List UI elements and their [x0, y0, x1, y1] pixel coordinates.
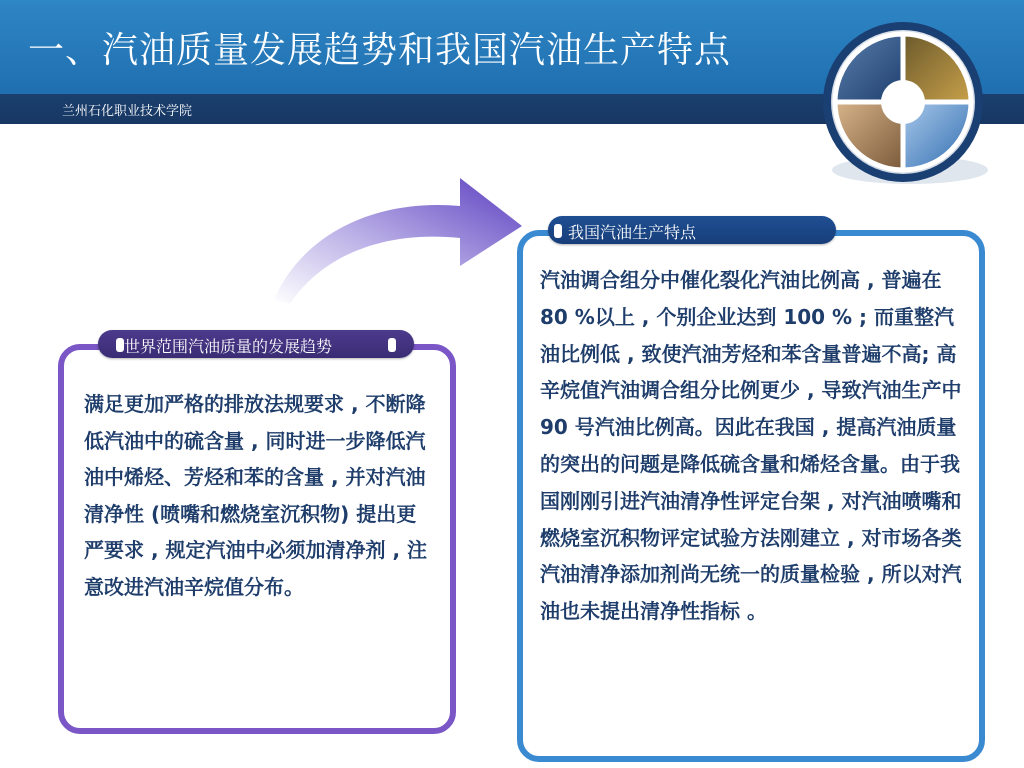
curved-arrow-icon — [260, 168, 540, 308]
page-title: 一、汽油质量发展趋势和我国汽油生产特点 — [28, 30, 732, 71]
china-production-text: 汽油调合组分中催化裂化汽油比例高 , 普遍在 80 %以上 , 个别企业达到 100 % ; 而重整汽油比例低 , 致使汽油芳烃和苯含量普遍不高; 高辛烷值汽油调合组分比例更少 , 导致汽油生产中 90 号汽油比例高。因此在我国 , 提高汽油质量的突出的问题是降低硫含量和烯烃含量。由于我国刚刚引进汽油清净性评定台架 , 对汽油喷嘴和燃烧室沉积物评定试验方法刚建立 , 对市场各类汽油清净添加剂尚无统一的质量检验 , 所以对汽油也未提出清净性指标 。 — [540, 268, 962, 624]
institution-name: 兰州石化职业技术学院 — [62, 104, 193, 119]
tag-pill-icon — [116, 338, 124, 352]
china-production-tag-label: 我国汽油生产特点 — [568, 223, 697, 242]
world-trend-tag-label: 世界范围汽油质量的发展趋势 — [124, 337, 333, 356]
tag-pill-icon — [554, 224, 562, 238]
china-production-tag — [548, 216, 836, 244]
tag-pill-icon — [388, 338, 396, 352]
circular-photo-collage-logo-icon — [818, 20, 988, 190]
world-trend-text: 满足更加严格的排放法规要求 , 不断降低汽油中的硫含量 , 同时进一步降低汽油中烯烃、芳烃和苯的含量 , 并对汽油清净性 (喷嘴和燃烧室沉积物) 提出更严要求 , 规定汽油中必须加清净剂 , 注意改进汽油辛烷值分布。 — [84, 392, 428, 599]
world-trend-tag — [98, 330, 414, 358]
